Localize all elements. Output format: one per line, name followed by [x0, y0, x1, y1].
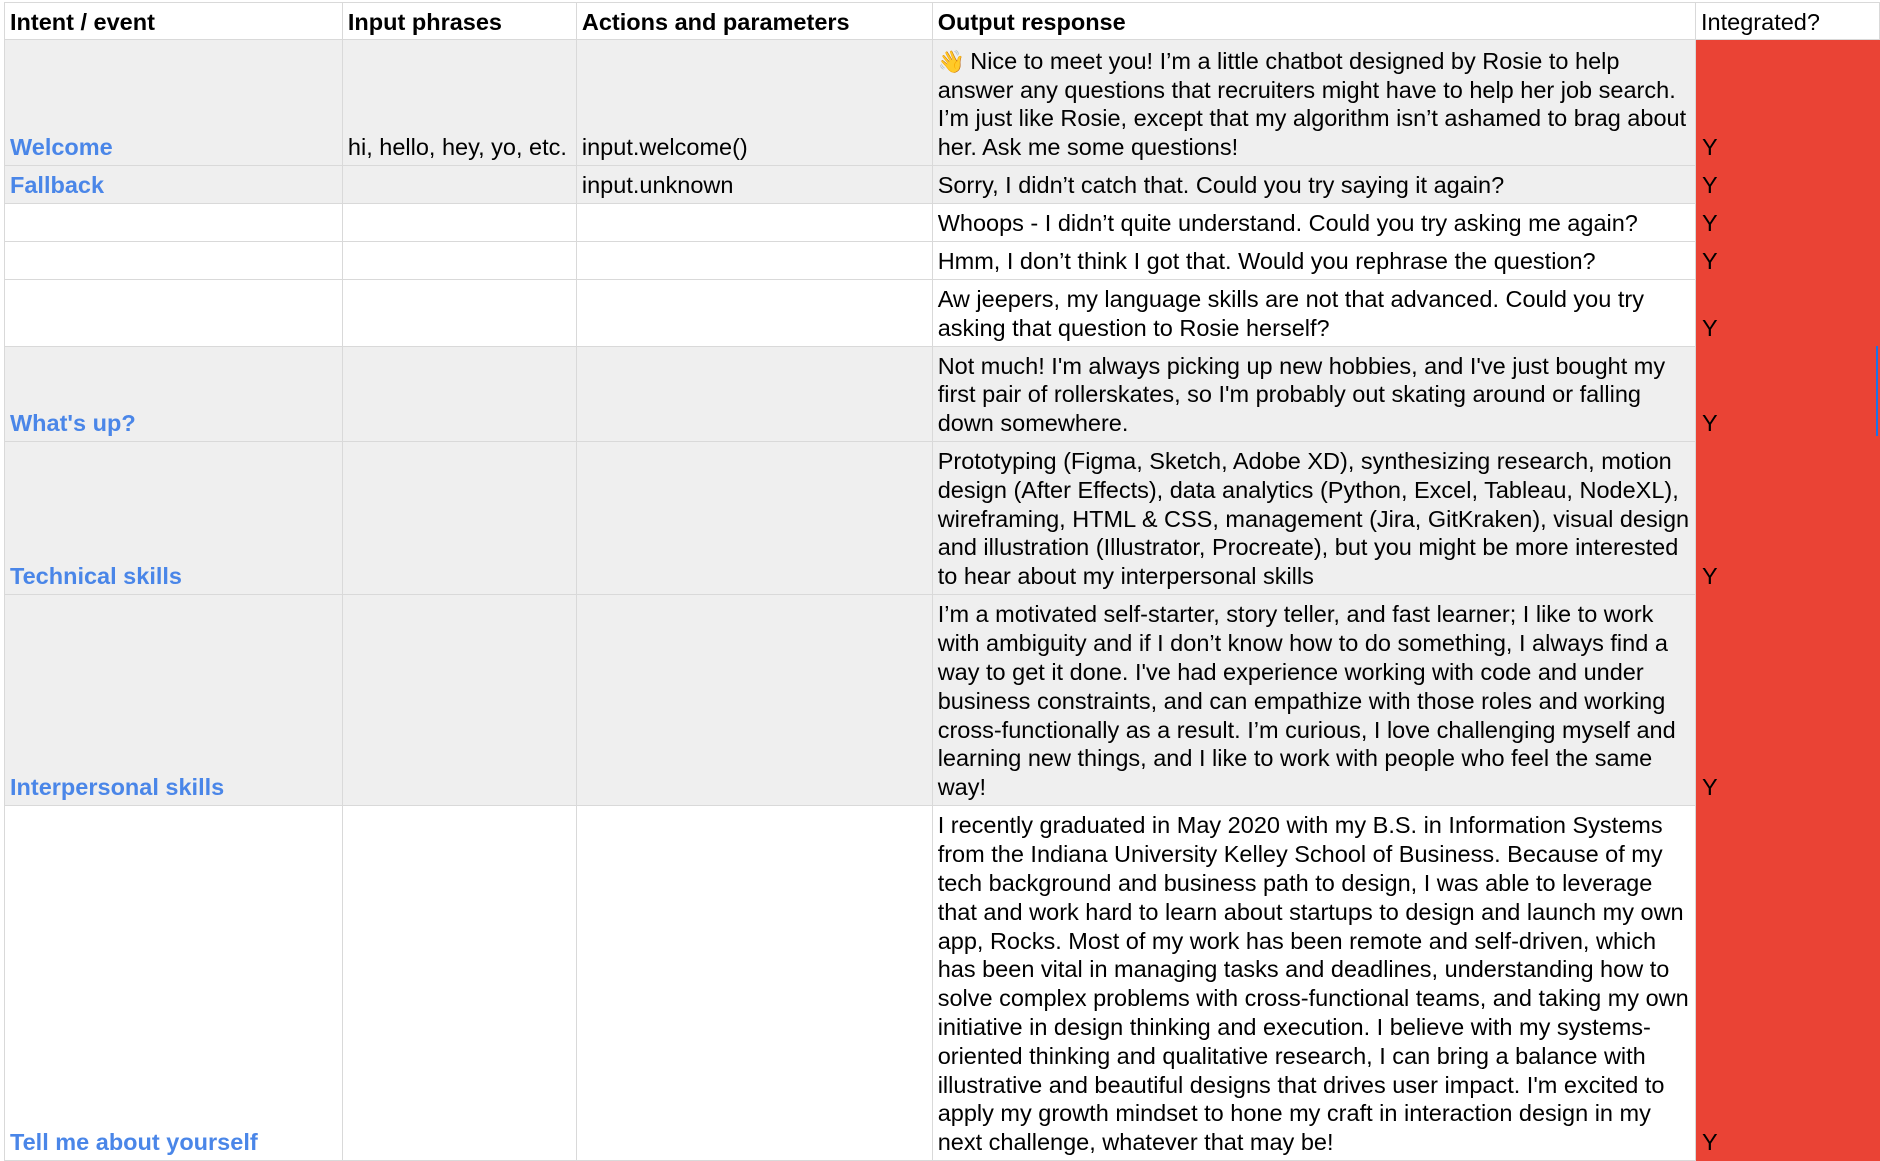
- integrated-cell[interactable]: Y: [1696, 280, 1880, 347]
- response-text: Nice to meet you! I’m a little chatbot designed by Rosie to help answer any questions that recruiters might have to help her job search. I’m just like Rosie, except that my algorithm isn’t ashamed to brag about her. Ask me some questions!: [937, 47, 1687, 161]
- phrases-cell[interactable]: [342, 280, 576, 347]
- integrated-cell[interactable]: Y: [1696, 204, 1880, 242]
- response-cell[interactable]: Sorry, I didn’t catch that. Could you try saying it again?: [932, 166, 1695, 204]
- header-output-response[interactable]: Output response: [932, 3, 1695, 40]
- actions-cell[interactable]: [576, 442, 932, 595]
- header-intent[interactable]: Intent / event: [5, 3, 343, 40]
- intent-cell[interactable]: Fallback: [5, 166, 343, 204]
- integrated-cell[interactable]: Y: [1696, 242, 1880, 280]
- phrases-cell[interactable]: hi, hello, hey, yo, etc.: [342, 40, 576, 166]
- actions-cell[interactable]: [576, 595, 932, 806]
- table-row: [5, 347, 1880, 442]
- response-cell[interactable]: Hmm, I don’t think I got that. Would you rephrase the question?: [932, 242, 1695, 280]
- intent-cell[interactable]: Technical skills: [5, 442, 343, 595]
- intent-cell[interactable]: [5, 242, 343, 280]
- response-cell[interactable]: I recently graduated in May 2020 with my B.S. in Information Systems from the Indiana University Kelley School of Business. Because of my tech background and business path to design, I was able to leverage that and work hard to learn about startups to design and launch my own app, Rocks. Most of my work has been remote and self-driven, which has been vital in managing tasks and deadlines, understanding how to solve complex problems with cross-functional teams, and taking my own initiative in design thinking and execution. I believe with my systems-oriented thinking and qualitative research, I can bring a balance with illustrative and beautiful designs that drives user impact. I'm excited to apply my growth mindset to hone my craft in interaction design in my next challenge, whatever that may be!: [932, 806, 1695, 1161]
- intent-cell[interactable]: Tell me about yourself: [5, 806, 343, 1161]
- phrases-cell[interactable]: [342, 166, 576, 204]
- actions-cell[interactable]: [576, 347, 932, 442]
- actions-cell[interactable]: [576, 242, 932, 280]
- table-row: [5, 442, 1880, 595]
- header-integrated[interactable]: Integrated?: [1696, 3, 1880, 40]
- integrated-cell[interactable]: Y: [1696, 347, 1880, 442]
- response-cell[interactable]: Prototyping (Figma, Sketch, Adobe XD), synthesizing research, motion design (After Effects), data analytics (Python, Excel, Tableau, NodeXL), wireframing, HTML & CSS, management (Jira, GitKraken), visual design and illustration (Illustrator, Procreate), but you might be more interested to hear about my interpersonal skills: [932, 442, 1695, 595]
- header-actions[interactable]: Actions and parameters: [576, 3, 932, 40]
- table-row: [5, 595, 1880, 806]
- integrated-cell[interactable]: Y: [1696, 40, 1880, 166]
- actions-cell[interactable]: input.welcome(): [576, 40, 932, 166]
- intent-cell[interactable]: [5, 204, 343, 242]
- integrated-cell[interactable]: Y: [1696, 442, 1880, 595]
- selection-edge: [1876, 346, 1878, 436]
- actions-cell[interactable]: [576, 280, 932, 347]
- response-cell[interactable]: I’m a motivated self-starter, story teller, and fast learner; I like to work with ambiguity and if I don’t know how to do something, I always find a way to get it done. I've had experience working with code and under business constraints, and can empathize with those roles and working cross-functionally as a result. I’m curious, I love challenging myself and learning new things, and I like to work with people who feel the same way!: [932, 595, 1695, 806]
- response-cell[interactable]: Not much! I'm always picking up new hobbies, and I've just bought my first pair of rollerskates, so I'm probably out skating around or falling down somewhere.: [932, 347, 1695, 442]
- intent-cell[interactable]: Welcome: [5, 40, 343, 166]
- actions-cell[interactable]: input.unknown: [576, 166, 932, 204]
- phrases-cell[interactable]: [342, 347, 576, 442]
- response-cell[interactable]: [932, 40, 1695, 166]
- intent-cell[interactable]: [5, 280, 343, 347]
- response-cell[interactable]: Whoops - I didn’t quite understand. Could you try asking me again?: [932, 204, 1695, 242]
- intents-table: [4, 2, 1880, 1161]
- intent-cell[interactable]: What's up?: [5, 347, 343, 442]
- header-row: [5, 3, 1880, 40]
- phrases-cell[interactable]: [342, 806, 576, 1161]
- table-row: [5, 242, 1880, 280]
- phrases-cell[interactable]: [342, 204, 576, 242]
- table-row: [5, 166, 1880, 204]
- table-row: [5, 806, 1880, 1161]
- actions-cell[interactable]: [576, 806, 932, 1161]
- phrases-cell[interactable]: [342, 242, 576, 280]
- phrases-cell[interactable]: [342, 595, 576, 806]
- table-row: [5, 204, 1880, 242]
- waving-hand-icon: 👋: [937, 48, 966, 74]
- header-input-phrases[interactable]: Input phrases: [342, 3, 576, 40]
- response-cell[interactable]: Aw jeepers, my language skills are not that advanced. Could you try asking that question to Rosie herself?: [932, 280, 1695, 347]
- intent-cell[interactable]: Interpersonal skills: [5, 595, 343, 806]
- phrases-cell[interactable]: [342, 442, 576, 595]
- integrated-cell[interactable]: Y: [1696, 806, 1880, 1161]
- integrated-cell[interactable]: Y: [1696, 166, 1880, 204]
- integrated-cell[interactable]: Y: [1696, 595, 1880, 806]
- table-row: [5, 40, 1880, 166]
- table-row: [5, 280, 1880, 347]
- actions-cell[interactable]: [576, 204, 932, 242]
